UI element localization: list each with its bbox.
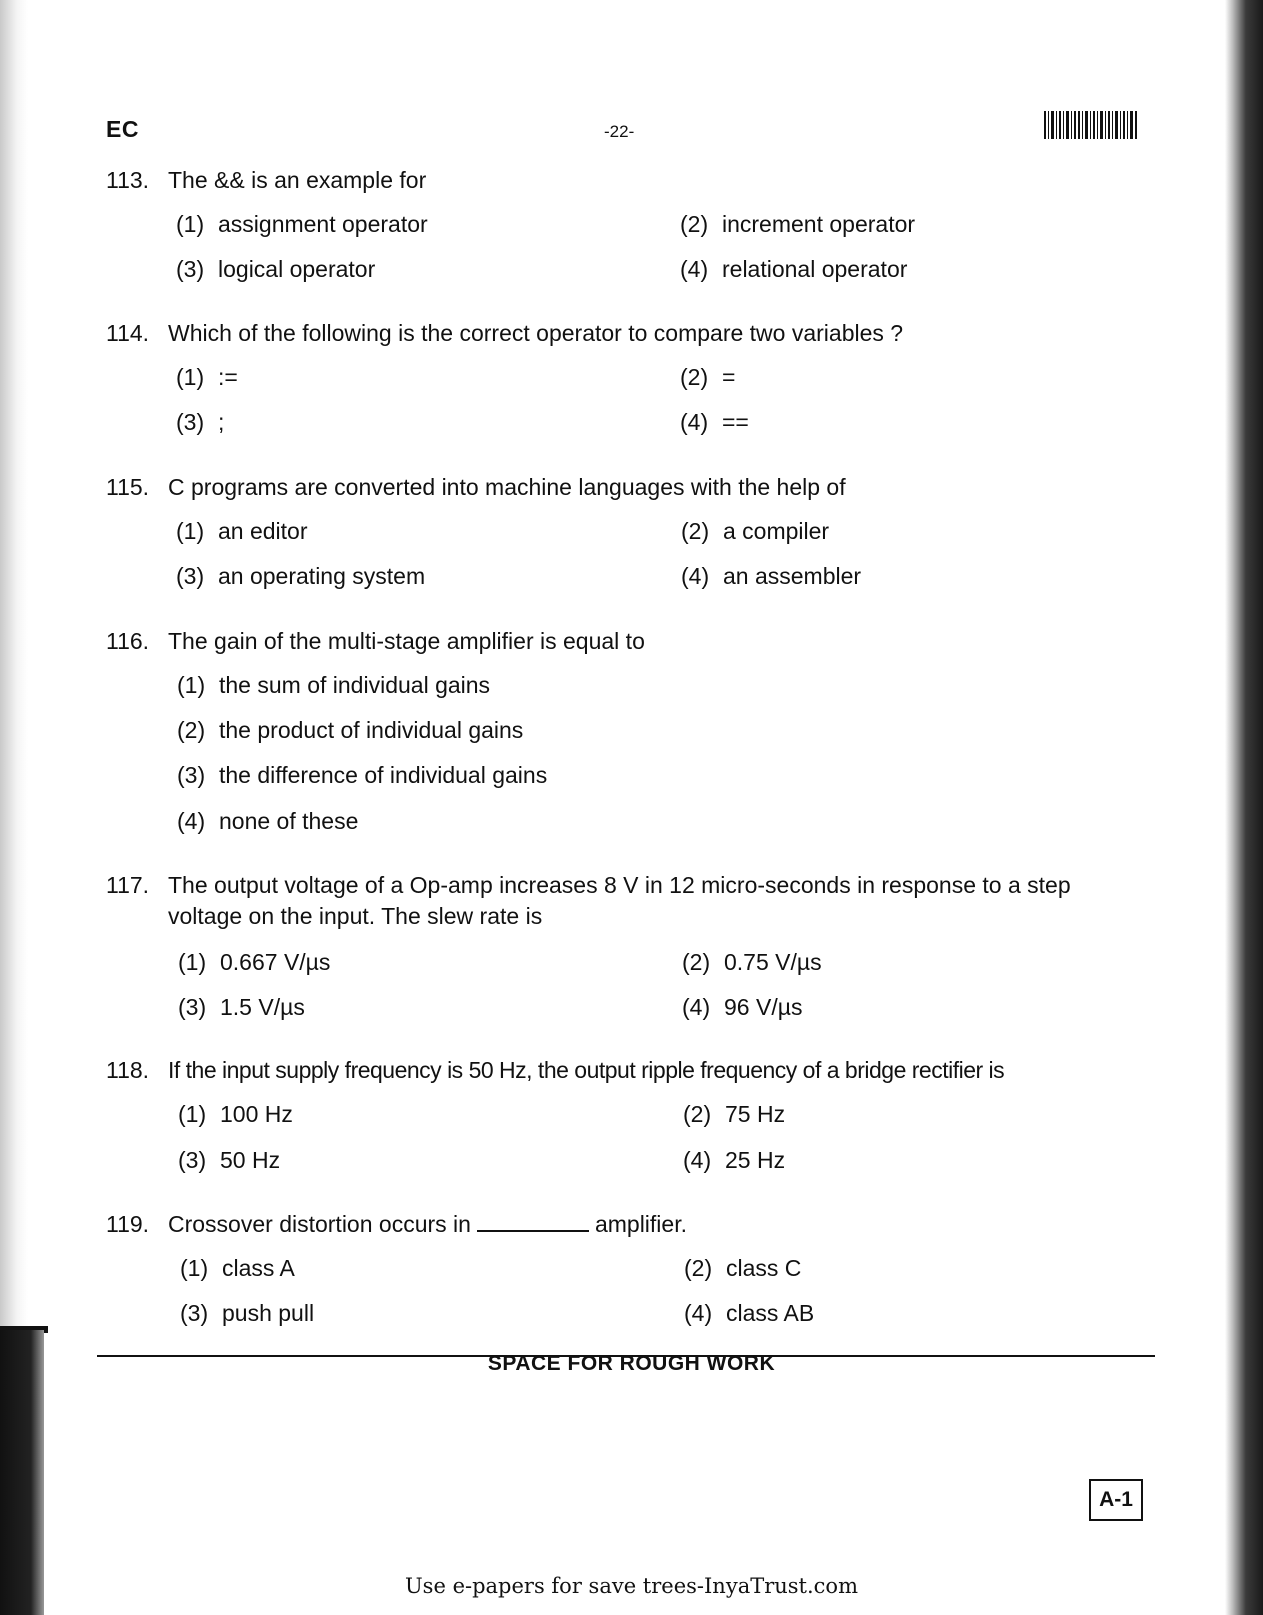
option: (3) ; <box>176 409 225 435</box>
question-119 <box>106 1209 1106 1240</box>
question-118 <box>106 1055 1156 1086</box>
subject-code: EC <box>106 116 139 142</box>
answer-blank <box>477 1210 589 1232</box>
question-115 <box>106 472 1106 503</box>
question-113 <box>106 165 1106 196</box>
option: (3) 50 Hz <box>178 1147 281 1173</box>
question-number: 114. <box>106 320 150 346</box>
option: (4) relational operator <box>680 256 908 282</box>
question-number: 117. <box>106 872 150 898</box>
page-number: -22- <box>604 122 635 141</box>
question-text: Crossover distortion occurs in amplifier. <box>168 1211 687 1237</box>
rough-work-label: SPACE FOR ROUGH WORK <box>487 1352 776 1375</box>
question-number: 116. <box>106 628 150 654</box>
option: (4) 25 Hz <box>683 1147 786 1173</box>
option: (1) an editor <box>176 518 308 544</box>
option: (1) assignment operator <box>176 211 428 237</box>
barcode <box>1044 111 1138 139</box>
option: (4) none of these <box>177 808 359 834</box>
question-text: If the input supply frequency is 50 Hz, the output ripple frequency of a bridge rectifier is <box>168 1057 1005 1083</box>
option: (4) 96 V/µs <box>682 994 803 1020</box>
question-number: 119. <box>106 1211 150 1237</box>
question-text: Which of the following is the correct operator to compare two variables ? <box>168 320 904 346</box>
option: (1) class A <box>180 1255 295 1281</box>
question-text: The && is an example for <box>168 167 427 193</box>
option: (3) logical operator <box>176 256 376 282</box>
question-text: The output voltage of a Op-amp increases 8 V in 12 micro-seconds in response to a step voltage on the input. The slew rate is <box>168 872 1071 929</box>
question-114 <box>106 318 1106 349</box>
option: (4) class AB <box>684 1300 815 1326</box>
option: (2) = <box>680 364 736 390</box>
option: (3) the difference of individual gains <box>177 762 548 788</box>
option: (2) a compiler <box>681 518 830 544</box>
option: (2) 0.75 V/µs <box>682 949 822 975</box>
option: (1) := <box>176 364 238 390</box>
option: (3) 1.5 V/µs <box>178 994 305 1020</box>
footer-note: Use e-papers for save trees-InyaTrust.com <box>404 1574 858 1598</box>
option: (2) class C <box>684 1255 802 1281</box>
question-117 <box>106 870 1116 932</box>
option: (2) the product of individual gains <box>177 717 524 743</box>
question-number: 118. <box>106 1057 150 1083</box>
option: (3) push pull <box>180 1300 315 1326</box>
question-number: 115. <box>106 474 150 500</box>
question-number: 113. <box>106 167 150 193</box>
booklet-code: A-1 <box>1089 1479 1143 1521</box>
option: (2) 75 Hz <box>683 1101 786 1127</box>
question-text: The gain of the multi-stage amplifier is equal to <box>168 628 645 654</box>
option: (4) an assembler <box>681 563 862 589</box>
option: (1) the sum of individual gains <box>177 672 491 698</box>
option: (2) increment operator <box>680 211 916 237</box>
option: (1) 100 Hz <box>178 1101 293 1127</box>
option: (3) an operating system <box>176 563 426 589</box>
question-text: C programs are converted into machine languages with the help of <box>168 474 846 500</box>
option: (1) 0.667 V/µs <box>178 949 331 975</box>
question-116 <box>106 626 1106 657</box>
option: (4) == <box>680 409 749 435</box>
